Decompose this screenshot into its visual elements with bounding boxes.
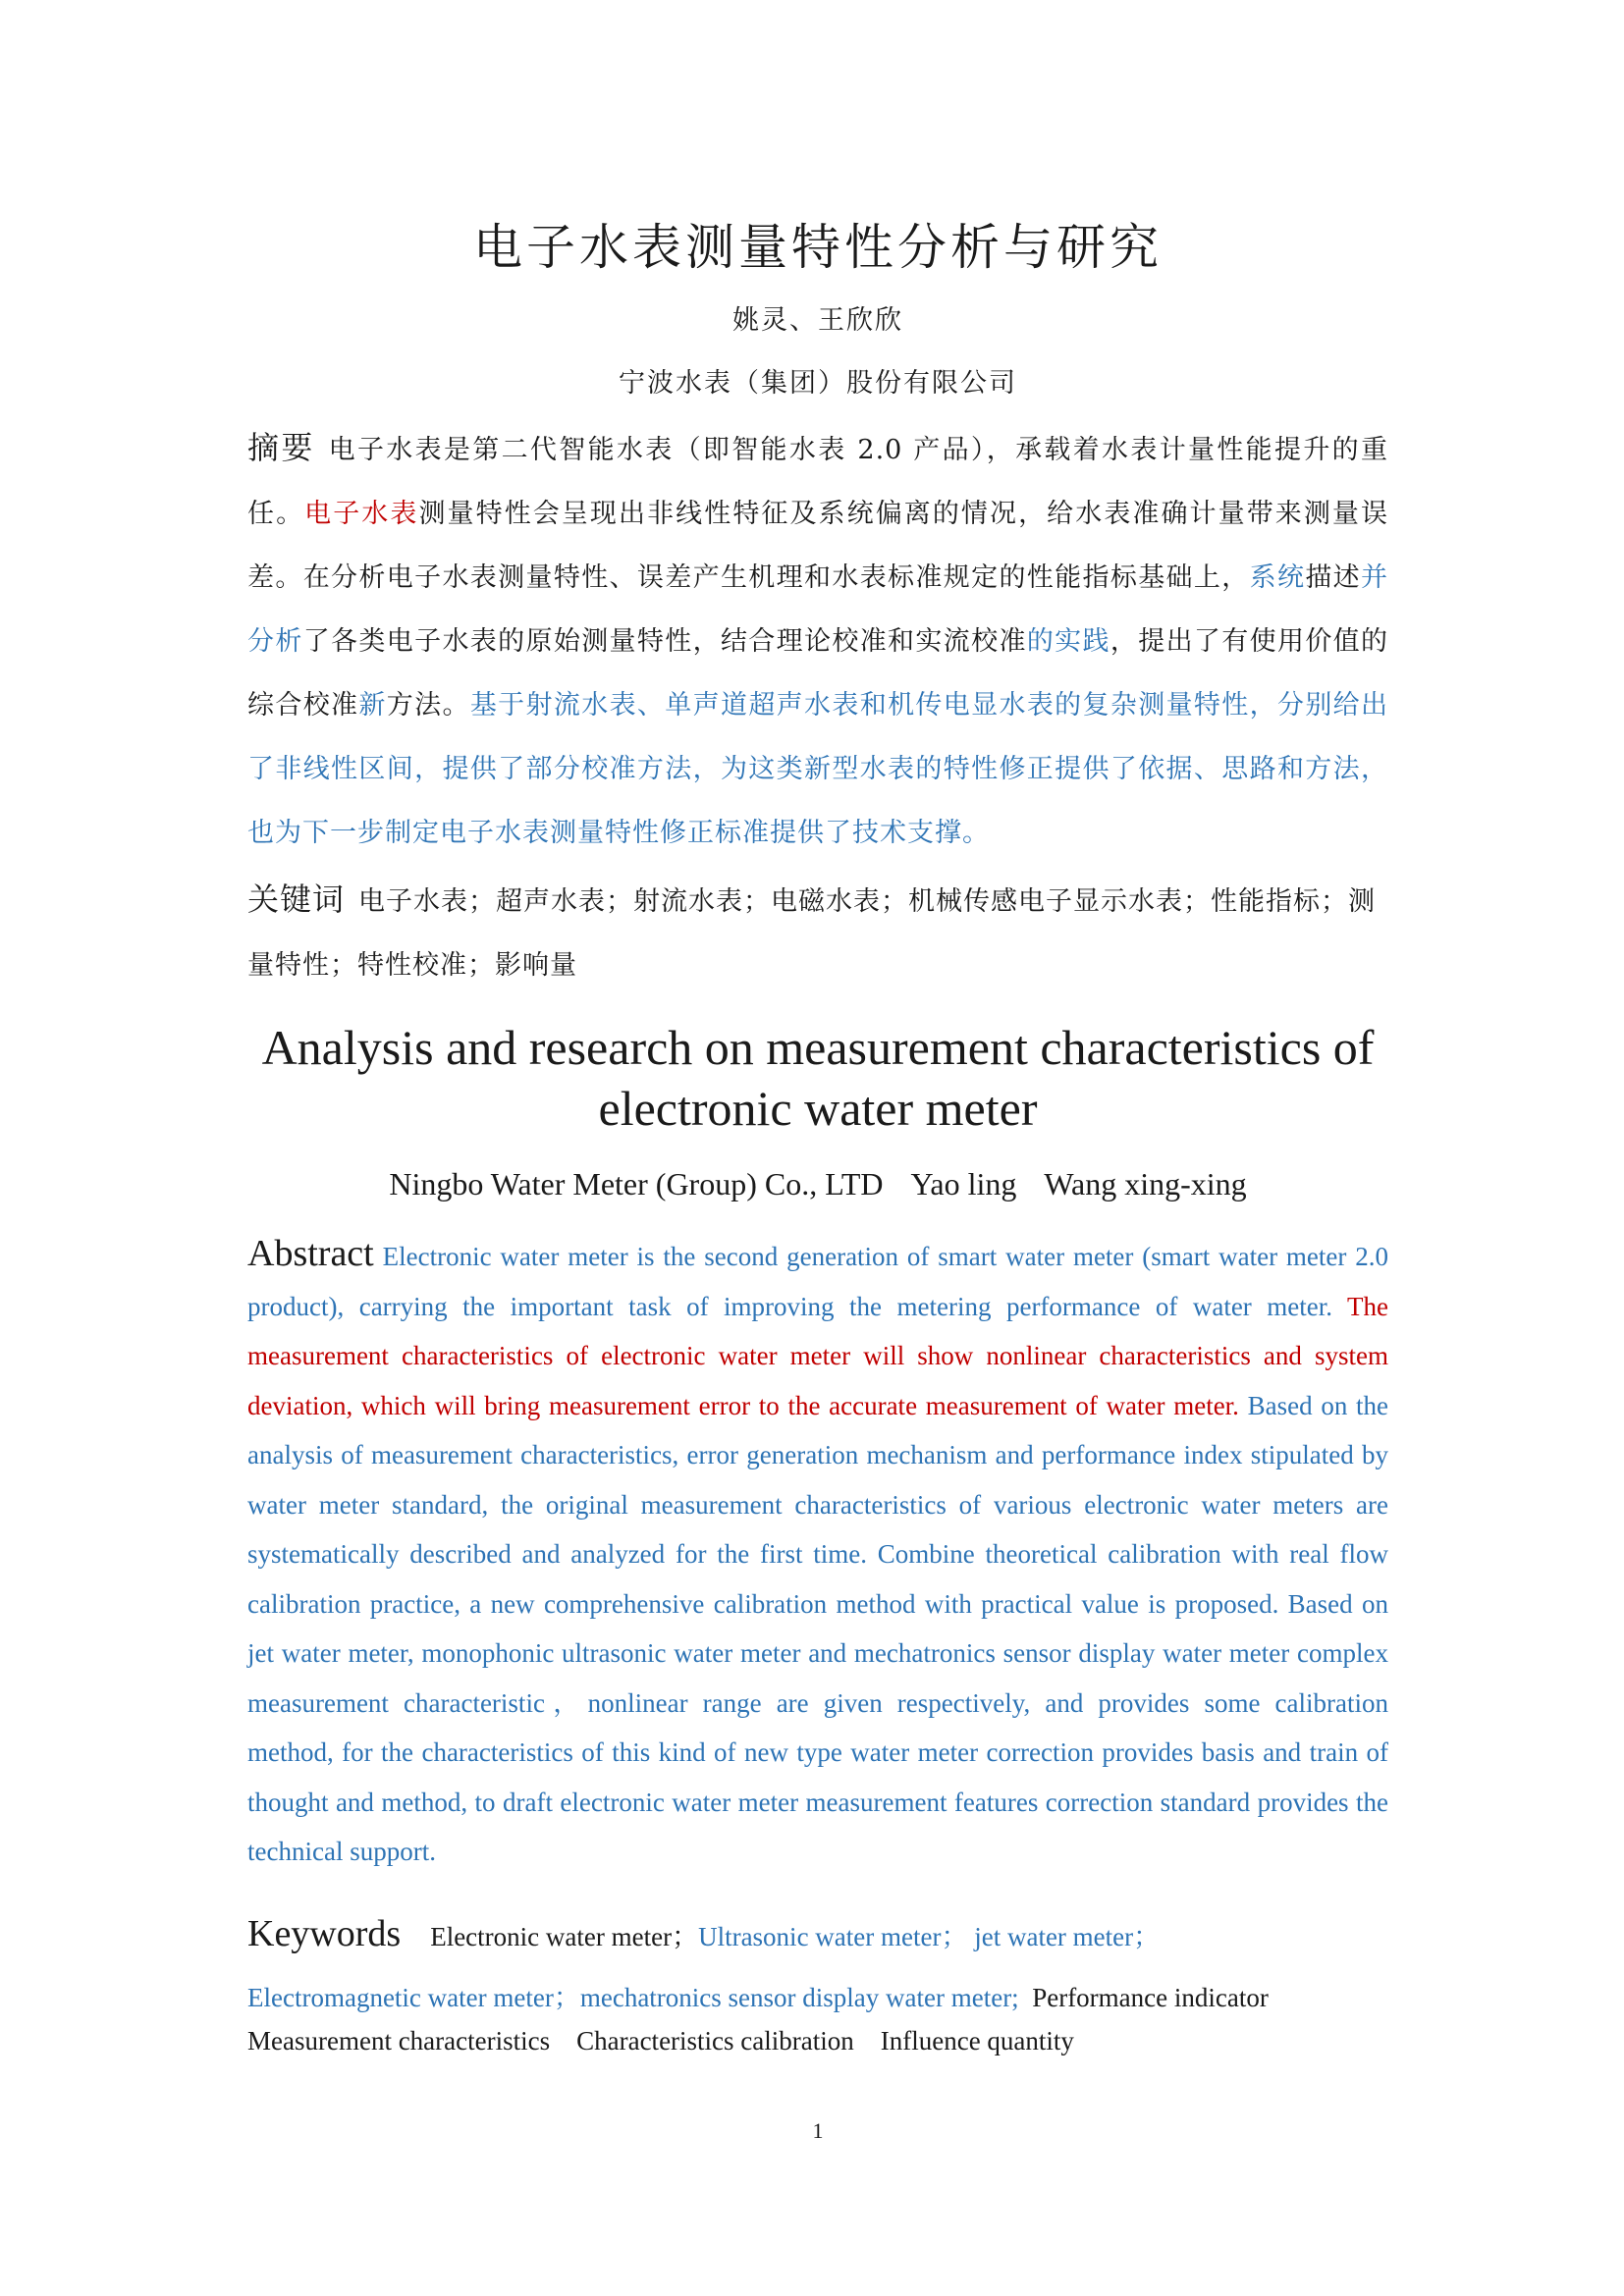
chinese-title: 电子水表测量特性分析与研究 xyxy=(473,219,1163,276)
english-abstract-segment: Electronic water meter is the second generation of smart water meter (smart water meter 2.0 product), carrying the important task of improving the metering performance of water meter. xyxy=(247,1242,1389,1321)
chinese-keywords-label: 关键词 xyxy=(247,881,346,918)
english-abstract-segment: The measurement characteristics of electronic water meter will show nonlinear characteristics and system deviation, which will bring measurement error to the accurate measurement of water meter. xyxy=(247,1291,1388,1420)
chinese-abstract-label: 摘要 xyxy=(247,429,315,466)
chinese-abstract-segment: 基于射流水表、单声道超声水表和机传电显水表的复杂测量特性，分别给出了非线性区间，提供了部分校准方法，为这类新型水表的特性修正提供了依据、思路和方法，也为下一步制定电子水表测量特性修正标准提供了技术支撑。 xyxy=(247,690,1389,848)
chinese-abstract-segment: 电子水表 xyxy=(304,499,419,529)
english-keywords-line-2 xyxy=(247,1976,1388,2019)
english-keyword: Electronic water meter； xyxy=(430,1922,699,1951)
english-keyword: Influence quantity xyxy=(853,2026,1074,2056)
chinese-abstract-segment: 的实践 xyxy=(1026,626,1110,657)
page-number: 1 xyxy=(812,2118,824,2143)
chinese-abstract-body xyxy=(247,435,1388,848)
chinese-keywords xyxy=(247,868,1388,997)
english-keyword: mechatronics sensor display water meter; xyxy=(579,1983,1019,2012)
english-keyword: Electromagnetic water meter； xyxy=(247,1983,580,2012)
english-affiliation: Ningbo Water Meter (Group) Co., LTD xyxy=(389,1166,884,1201)
english-keyword: Characteristics calibration xyxy=(550,2026,854,2056)
english-abstract-segment: Based on the analysis of measurement characteristics, error generation mechanism and performance index stipulated by water meter standard, the original measurement characteristics of various electronic water meters are systematically described and analyzed for the first time. Combine theoretical calibration with real flow calibration practice, a new comprehensive calibration method with practical value is proposed. Based on jet water meter, monophonic ultrasonic water meter and mechatronics sensor display water meter complex measurement characteristic，nonlinear range are given respectively, and provides some calibration method, for the characteristics of this kind of new type water meter correction provides basis and train of thought and method, to draft electronic water meter measurement features correction standard provides the technical support. xyxy=(247,1390,1388,1866)
english-abstract xyxy=(247,1229,1388,1877)
chinese-abstract-segment: 描述 xyxy=(1305,562,1362,593)
chinese-keywords-text: 电子水表；超声水表；射流水表；电磁水表；机械传感电子显示水表；性能指标；测量特性；特性校准；影响量 xyxy=(247,886,1377,981)
chinese-authors: 姚灵、王欣欣 xyxy=(732,305,903,336)
english-keywords-line-3 xyxy=(247,2019,1388,2062)
chinese-abstract-segment: 电子水表是第二代智能水表（即智能水表 2.0 产品），承载着水表计量性能提升的重任。 xyxy=(247,435,1388,529)
english-abstract-label: Abstract xyxy=(247,1233,374,1274)
chinese-abstract-segment: 测量特性会呈现出非线性特征及系统偏离的情况，给水表准确计量带来测量误差。在分析电子水表测量特性、误差产生机理和水表标准规定的性能指标基础上， xyxy=(247,499,1389,593)
english-keywords xyxy=(247,1912,1388,2062)
english-keyword: jet water meter； xyxy=(967,1922,1161,1951)
english-keyword: Ultrasonic water meter； xyxy=(698,1922,968,1951)
chinese-abstract-segment: 新 xyxy=(358,690,387,721)
chinese-abstract-segment: 并分析 xyxy=(247,562,1389,657)
chinese-abstract-segment: 了各类电子水表的原始测量特性，结合理论校准和实流校准 xyxy=(302,626,1027,657)
chinese-abstract-segment: ，提出了有使用价值的综合校准 xyxy=(247,626,1389,721)
english-abstract-body xyxy=(247,1242,1388,1866)
english-keywords-label: Keywords xyxy=(247,1913,402,1954)
chinese-abstract-segment: 系统 xyxy=(1249,562,1306,593)
english-author-2: Wang xing-xing xyxy=(1044,1166,1247,1201)
english-keyword: Performance indicator xyxy=(1018,1983,1269,2012)
chinese-affiliation: 宁波水表（集团）股份有限公司 xyxy=(619,368,1017,399)
chinese-abstract-segment: 方法。 xyxy=(386,690,470,721)
english-keywords-line-1 xyxy=(247,1912,1388,1958)
english-title: Analysis and research on measurement characteristics of electronic water meter xyxy=(261,1020,1375,1136)
chinese-abstract xyxy=(247,416,1388,865)
english-author-1: Yao ling xyxy=(910,1166,1017,1201)
english-keyword: Measurement characteristics xyxy=(247,2026,551,2056)
english-affiliation-line xyxy=(247,1166,1388,1202)
